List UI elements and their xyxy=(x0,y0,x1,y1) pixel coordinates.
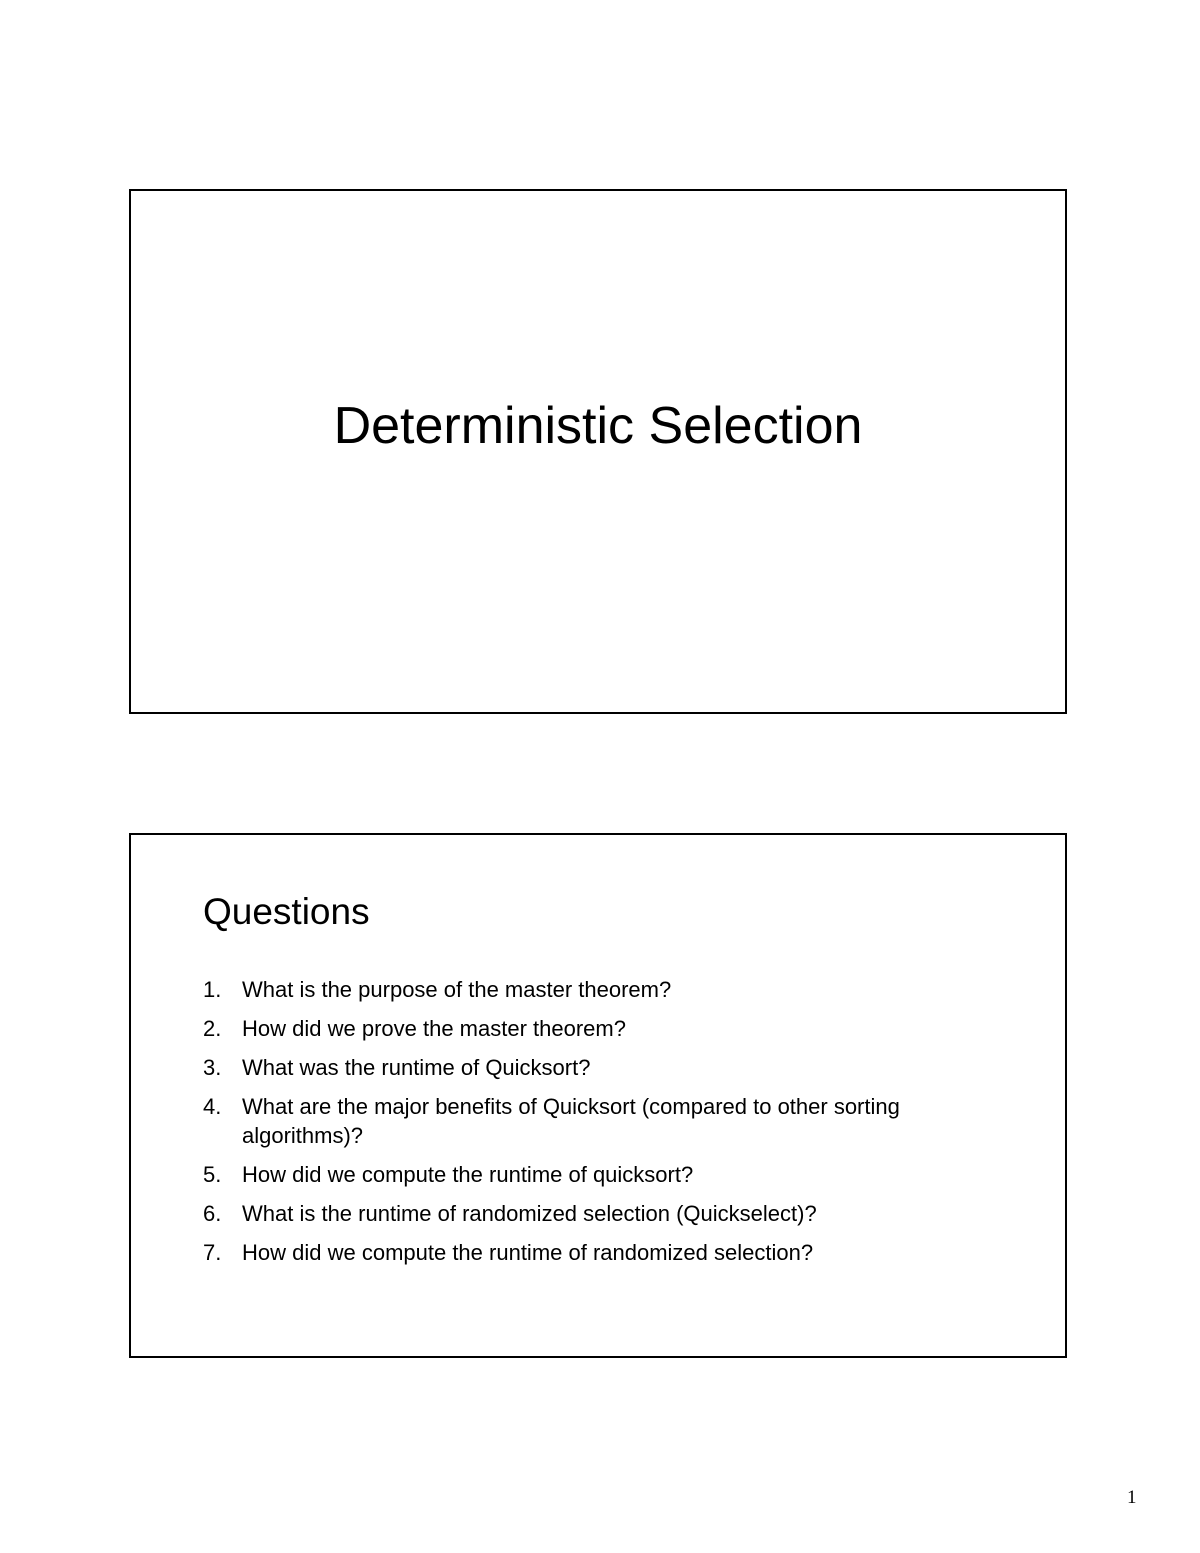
slide-title: Deterministic Selection xyxy=(333,397,863,455)
list-item-text: What was the runtime of Quicksort? xyxy=(242,1055,591,1080)
list-item-number: 6. xyxy=(203,1201,222,1226)
list-item-number: 2. xyxy=(203,1016,222,1041)
page-number: 1 xyxy=(1127,1487,1137,1508)
title-slide xyxy=(129,189,1067,714)
list-item-text: How did we compute the runtime of quicksort? xyxy=(242,1162,694,1187)
list-item-text: What are the major benefits of Quicksort (compared to other sorting algorithms)? xyxy=(242,1094,900,1148)
list-item xyxy=(203,1160,1003,1189)
question-list xyxy=(203,975,1003,1277)
list-item xyxy=(203,1014,1003,1043)
list-item-number: 7. xyxy=(203,1240,222,1265)
list-item-number: 1. xyxy=(203,977,222,1002)
list-item xyxy=(203,1092,1003,1150)
list-item xyxy=(203,975,1003,1004)
slide-heading: Questions xyxy=(203,891,370,932)
list-item xyxy=(203,1199,1003,1228)
list-item-text: What is the purpose of the master theorem? xyxy=(242,977,672,1002)
list-item-text: What is the runtime of randomized selection (Quickselect)? xyxy=(242,1201,817,1226)
questions-slide xyxy=(129,833,1067,1358)
list-item-text: How did we prove the master theorem? xyxy=(242,1016,626,1041)
list-item-text: How did we compute the runtime of randomized selection? xyxy=(242,1240,814,1265)
list-item-number: 3. xyxy=(203,1055,222,1080)
list-item xyxy=(203,1053,1003,1082)
list-item-number: 4. xyxy=(203,1094,222,1119)
list-item-number: 5. xyxy=(203,1162,222,1187)
list-item xyxy=(203,1238,1003,1267)
